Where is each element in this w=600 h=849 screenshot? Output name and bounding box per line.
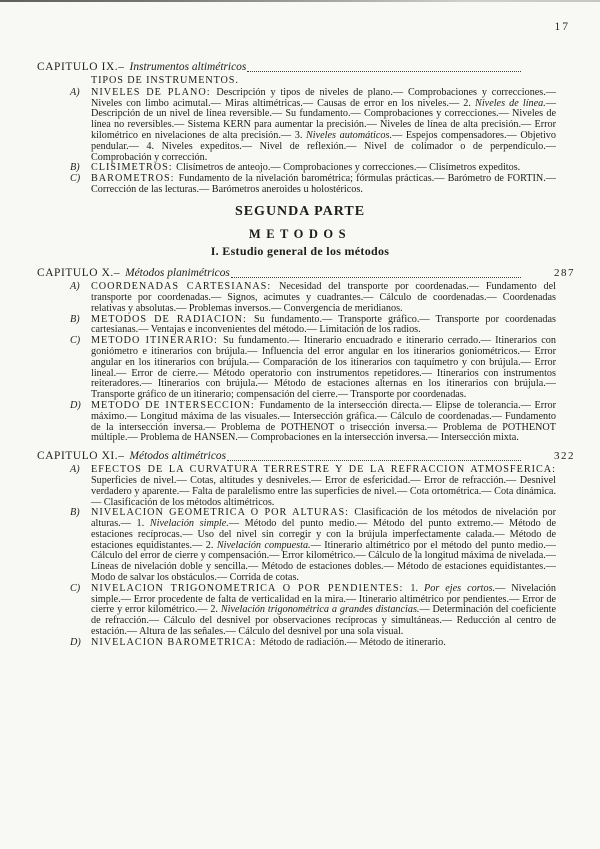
- item-segment: — Espejos compensadores.— Objetivo pendular.— 4. Niveles expeditos.— Nivel de reflexión.— Nivel de colimador o de perpendículo.— Comprobación y corrección.: [91, 129, 556, 163]
- item-italic-segment: Nivelación compuesta.: [216, 539, 311, 551]
- chapter-page-number: 287: [554, 267, 575, 280]
- item-italic-segment: Niveles automáticos.: [306, 129, 392, 141]
- chapter-row: [37, 450, 575, 463]
- item-segment: — Descripción de un nivel de línea reversible.— Su fundamento.— Comprobaciones y correcciones.— Niveles de línea no reversibles.— Sistema KERN para aumentar la precisión.— Niveles de línea de alta precisión.— Error kilométrico en nivelaciones de alta precisión.— 3.: [91, 97, 556, 141]
- toc-item: [70, 401, 556, 444]
- item-segment: Método de radiación.— Método de itinerario.: [259, 636, 446, 648]
- item-letter: C): [70, 335, 81, 347]
- chapter-row: [37, 61, 575, 74]
- toc-item: [70, 508, 556, 584]
- item-segment: Su fundamento.— Itinerario encuadrado e itinerario cerrado.— Itinerarios con goniómetro e itinerarios con brújula.— Influencia del error angular en los itinerarios goniométricos.— Error angular en los itinerarios con brújula.— Comparación de los itinerarios con taquímetro y con brújula.— Error lineal.— Error de cierre.— Método operatorio con instrumentos repetidores.— Itinerarios con instrumentos reiteradores.— Itinerarios con brújula.— Método de estaciones alternas en los itinerarios con brújula.— Transporte gráfico de un itinerario; compensación del cierre.— Transporte por coordenadas.: [91, 335, 556, 401]
- item-segment: Superficies de nivel.— Cotas, altitudes y desniveles.— Error de esfericidad.— Error de refracción.— Desnivel verdadero y aparente.— Falta de paralelismo entre las superficies de nivel.— Cota ortométrica.— Cota dinámica.— Clasificación de los métodos altimétricos.: [91, 474, 556, 508]
- item-segment: Clisímetros de anteojo.— Comprobaciones y correcciones.— Clisímetros expeditos.: [176, 162, 521, 174]
- toc-item: [70, 282, 556, 314]
- toc-item: [70, 315, 556, 337]
- dot-leader: [231, 275, 521, 278]
- item-segment: 1.: [410, 582, 425, 594]
- item-header: BAROMETROS:: [91, 173, 179, 185]
- item-text: [91, 282, 556, 314]
- item-text: [91, 88, 556, 164]
- toc-blocks: [37, 61, 575, 649]
- item-text: [91, 465, 556, 508]
- item-segment: Descripción y tipos de niveles de plano.— Comprobaciones y correcciones.— Niveles con limbo acimutal.— Miras altimétricas.— Causas de error en los niveles.— 2.: [91, 86, 557, 109]
- dot-leader: [247, 69, 521, 72]
- item-segment: — Itinerario altimétrico por el método del punto medio.— Cálculo del error de cierre y compensación.— Error kilométrico.— Cálculo de la longitud máxima de nivelada.— Líneas de nivelación doble y sencilla.— Método de estaciones dobles.— Método de estaciones equidistantes.— Modo de salvar los obstáculos.— Corrida de cotas.: [91, 539, 556, 584]
- toc-item: [70, 174, 556, 196]
- item-header: METODO ITINERARIO:: [91, 335, 224, 347]
- methods-heading: METODOS: [248, 226, 352, 241]
- item-italic-segment: Nivelación trigonométrica a grandes distancias.: [220, 604, 420, 616]
- toc-item: [70, 638, 556, 649]
- item-header: METODOS DE RADIACION:: [91, 313, 254, 325]
- item-header: NIVELES DE PLANO:: [91, 86, 217, 98]
- item-text: [91, 174, 556, 196]
- item-letter: B): [70, 313, 80, 325]
- item-segment: — Nivelación simple.— Error procedente de falta de verticalidad en la mira.— Itinerario altimétrico por pendientes.— Error de cierre y error kilométrico.— 2.: [91, 582, 556, 616]
- toc-item: [70, 336, 556, 401]
- item-letter: A): [70, 464, 80, 476]
- item-header: NIVELACION TRIGONOMETRICA O POR PENDIENTES:: [91, 582, 411, 594]
- item-text: [91, 401, 556, 444]
- item-text: [91, 315, 556, 337]
- item-letter: D): [70, 636, 81, 648]
- chapter-title: Instrumentos altimétricos: [129, 61, 247, 73]
- item-segment: — Método del punto medio.— Método del punto extremo.— Método de estaciones recíprocas.— Uso del nivel sin corregir y con la brújula imperfectamente calada.— Método de estaciones equidistantes.— 2.: [91, 518, 557, 551]
- chapter-label: CAPITULO XI.–: [37, 450, 125, 463]
- item-segment: Clasificación de los métodos de nivelación por alturas.— 1.: [91, 507, 557, 530]
- item-segment: Necesidad del transporte por coordenadas.— Fundamento del transporte por coordenadas.— Signos, acimutes y cuadrantes.— Cálculo de coordenadas.— Coordenadas relativas y absolutas.— Problemas inversos.— Convergencia de meridianos.: [91, 281, 556, 314]
- chapter-row: [37, 267, 575, 280]
- item-segment: Su fundamento.— Transporte gráfico.— Transporte por coordenadas cartesianas.— Ventajas e inconvenientes del método.— Limitación de los radios.: [91, 313, 556, 336]
- item-segment: Fundamento de la intersección directa.— Elipse de tolerancia.— Error máximo.— Longitud máxima de las visuales.— Intersección gráfica.— Cálculo de coordenadas.— Fundamento de la intersección inversa.— Problema de POTHENOT o trisección inversa.— Problema de POTHENOT múltiple.— Problema de HANSEN.— Comprobaciones en la intersección inversa.— Intersección mixta.: [91, 399, 556, 444]
- page-number: 17: [554, 21, 570, 33]
- item-header: NIVELACION BAROMETRICA:: [91, 636, 260, 648]
- subhead: TIPOS DE INSTRUMENTOS.: [91, 75, 239, 86]
- chapter-label: CAPITULO IX.–: [37, 61, 125, 73]
- item-letter: C): [70, 582, 81, 594]
- toc-content: [37, 0, 575, 649]
- item-letter: A): [70, 86, 80, 98]
- toc-item: [70, 465, 556, 508]
- item-text: [91, 508, 556, 584]
- item-text: [91, 584, 556, 638]
- item-header: CLISIMETROS:: [91, 162, 177, 174]
- item-italic-segment: Niveles de línea.: [475, 97, 546, 109]
- item-text: [91, 336, 556, 401]
- section-heading: I. Estudio general de los métodos: [210, 244, 390, 259]
- item-italic-segment: Nivelación simple.: [149, 518, 229, 530]
- dot-leader: [227, 458, 521, 461]
- item-letter: B): [70, 507, 80, 519]
- item-segment: Fundamento de la nivelación barométrica; fórmulas prácticas.— Barómetro de FORTIN.— Corrección de las lecturas.— Barómetros aneroides u holostéricos.: [91, 173, 556, 195]
- item-letter: C): [70, 173, 81, 185]
- item-letter: B): [70, 162, 80, 174]
- chapter-page-number: 322: [554, 450, 575, 463]
- item-segment: — Determinación del coeficiente de refracción.— Cálculo del desnivel por observaciones recíprocas y simultáneas.— Reducción al centro de estación.— Altura de las señales.— Cálculo del desnivel por una sola visual.: [91, 604, 556, 638]
- toc-item: [70, 88, 556, 164]
- item-letter: A): [70, 281, 80, 293]
- item-italic-segment: Por ejes cortos.: [424, 582, 496, 594]
- item-header: METODO DE INTERSECCION:: [91, 399, 260, 411]
- item-header: NIVELACION GEOMETRICA O POR ALTURAS:: [91, 507, 355, 519]
- chapter-title: Métodos altimétricos: [129, 450, 227, 463]
- toc-item: [70, 584, 556, 638]
- item-header: EFECTOS DE LA CURVATURA TERRESTRE Y DE LA REFRACCION ATMOSFERICA:: [91, 464, 556, 476]
- chapter-label: CAPITULO X.–: [37, 267, 121, 280]
- part-heading: SEGUNDA PARTE: [234, 203, 366, 219]
- chapter-title: Métodos planimétricos: [125, 267, 230, 280]
- item-header: COORDENADAS CARTESIANAS:: [91, 281, 279, 293]
- item-text: [91, 638, 556, 649]
- item-letter: D): [70, 399, 81, 411]
